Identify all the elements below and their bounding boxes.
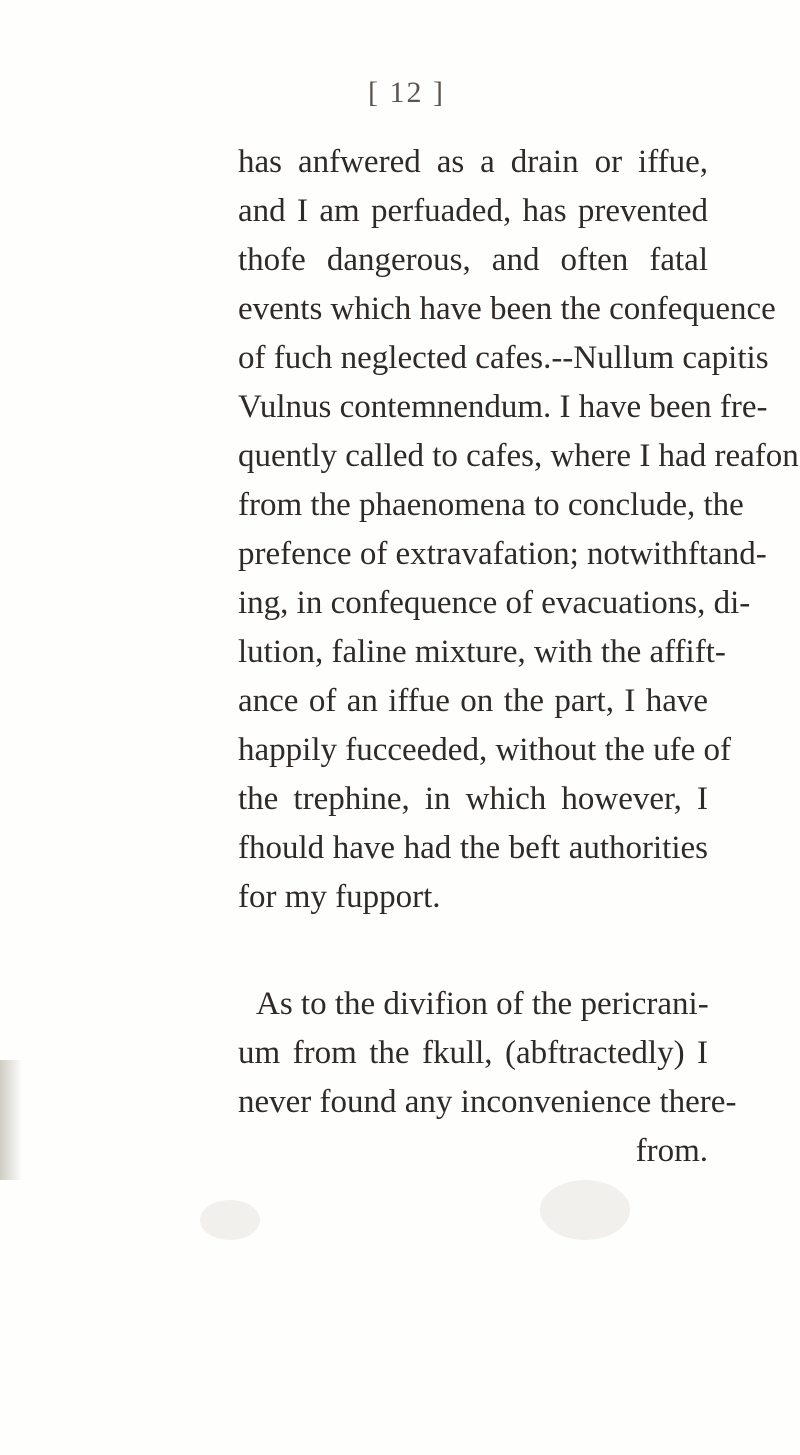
- paragraph-2: [238, 980, 737, 1127]
- text-line: thofe dangerous, and often fatal: [238, 242, 708, 278]
- text-line: prefence of extravafation; notwithftand-: [238, 536, 767, 572]
- text-line: from the phaenomena to conclude, the: [238, 487, 744, 523]
- paragraph-1: [238, 138, 799, 922]
- text-line: lution, faline mixture, with the affift-: [238, 634, 726, 670]
- text-line: happily fucceeded, without the ufe of: [238, 732, 731, 768]
- text-line: As to the divifion of the pericrani-: [256, 986, 709, 1022]
- body-text: [238, 138, 799, 1176]
- text-line: Vulnus contemnendum. I have been fre-: [238, 389, 768, 425]
- text-line: for my fupport.: [238, 879, 441, 915]
- page-edge-shadow: [0, 1060, 22, 1180]
- catchword: from.: [635, 1133, 708, 1169]
- paper-stain: [200, 1200, 260, 1240]
- page-number: [ 12 ]: [368, 76, 445, 109]
- text-line: of fuch neglected cafes.--Nullum capitis: [238, 340, 769, 376]
- text-line: events which have been the confequence: [238, 291, 776, 327]
- paper-stain: [540, 1180, 630, 1240]
- text-line: fhould have had the beft authorities: [238, 830, 708, 866]
- text-line: quently called to cafes, where I had reafon: [238, 438, 799, 474]
- text-line: and I am perfuaded, has prevented: [238, 193, 708, 229]
- paragraph-gap: [238, 922, 708, 980]
- text-line: ance of an iffue on the part, I have: [238, 683, 708, 719]
- text-line: never found any inconvenience there-: [238, 1084, 737, 1120]
- text-line: ing, in confequence of evacuations, di-: [238, 585, 751, 621]
- text-line: has anfwered as a drain or iffue,: [238, 144, 708, 180]
- text-line: the trephine, in which however, I: [238, 781, 708, 817]
- text-line: um from the fkull, (abftractedly) I: [238, 1035, 708, 1071]
